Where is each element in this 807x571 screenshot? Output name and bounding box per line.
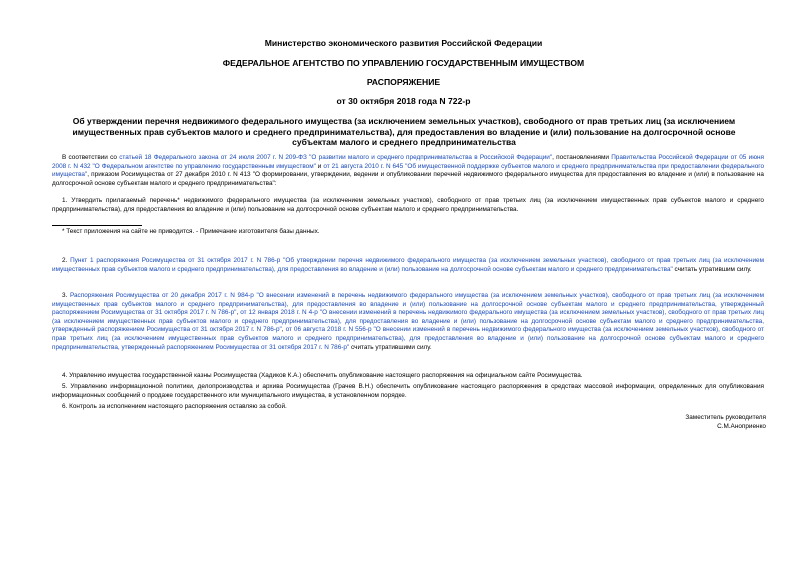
signer-name: С.М.Аноприенко [717,423,766,430]
footnote-text: * Текст приложения на сайте не приводится. - Примечание изготовителя базы данных. [62,228,320,235]
preamble-text-3: и [315,162,324,170]
item-3-sep-1: , [236,309,241,317]
order-786-clause-link[interactable]: Пункт 1 распоряжения Росимущества от 31 октября 2017 г. N 786-р "Об утверждении перечня недвижимого федерального имущества (за исключением земельных участков), свободного от прав третьих лиц (за исключением имущественных прав субъектов малого и среднего предпринимательства), для предоставления во владение и (или) пользование на долгосрочной основе субъектам малого и среднего предпринимательства" [52,257,764,273]
preamble-text-2: , постановлениями [552,154,612,161]
document-date-number: от 30 октября 2018 года N 722-р [336,96,471,106]
preamble-text-4: , приказом Росимущества от 27 декабря 2010 г. N 413 "О формировании, утверждении, ведении и опубликовании перечней недвижимого федерального имущества для предоставления во владение и (или) в пользование на долгосрочной основе субъектам малого и среднего предпринимательства": [52,171,764,187]
order-4-link[interactable]: от 12 января 2018 г. N 4-р "О внесении изменений в перечень недвижимого федерального имущества (за исключением земельных участков), свободного от прав третьих лиц (за исключением имущественных прав субъектов малого и среднего предпринимательства), для предоставления во владение и (или) пользование на долгосрочной основе субъектам малого и среднего предпринимательства, утвержденный распоряжением Росимущества от 31 октября 2017 г. N 786-р" [52,309,764,334]
document-title: Об утверждении перечня недвижимого федерального имущества (за исключением земельных участков), свободного от прав третьих лиц (за исключением имущественных прав субъектов малого и среднего предпринимательства), для предоставления во владение и (или) пользование на долгосрочной основе субъектам малого и среднего предпринимательства [72,116,736,147]
item-6-paragraph: 6. Контроль за исполнением настоящего распоряжения оставляю за собой. [62,403,287,410]
item-5-paragraph: 5. Управлению информационной политики, делопроизводства и архива Росимущества (Грачев В.Н.) обеспечить опубликование настоящего распоряжения в средствах массовой информации, определенных для опубликования информационных сообщений о продаже государственного или муниципального имущества, в установленном порядке. [52,383,764,399]
signer-position: Заместитель руководителя [685,414,766,421]
preamble-paragraph [52,154,764,188]
item-3-tail: считать утратившими силу. [349,343,432,351]
document-type: РАСПОРЯЖЕНИЕ [366,77,441,87]
item-3-number: 3. [62,292,70,299]
decree-645-link[interactable]: от 21 августа 2010 г. N 645 "Об имущественной поддержке субъектов малого и среднего предпринимательства при предоставлении федерального имущества" [52,162,764,179]
item-1-paragraph: 1. Утвердить прилагаемый перечень* недвижимого федерального имущества (за исключением земельных участков), свободного от прав третьих лиц (за исключением имущественных прав субъектов малого и среднего предпринимательства), для предоставления во владение и (или) пользование на долгосрочной основе субъектам малого и среднего предпринимательства. [52,197,764,213]
preamble-text-1: В соответствии со [62,154,120,161]
item-4-paragraph: 4. Управлению имущества государственной казны Росимущества (Хадиков К.А.) обеспечить опубликование настоящего распоряжения на официальном сайте Росимущества. [62,372,583,379]
agency-name: ФЕДЕРАЛЬНОЕ АГЕНТСТВО ПО УПРАВЛЕНИЮ ГОСУДАРСТВЕННЫМ ИМУЩЕСТВОМ [222,58,585,68]
footnote-divider [52,225,142,226]
decree-432-link[interactable]: Правительства Российской Федерации от 05 июня 2008 г. N 432 "О Федеральном агентстве по управлению государственным имуществом" [52,154,764,170]
item-2-number: 2. [62,257,71,264]
order-556-link[interactable]: от 06 августа 2018 г. N 556-р "О внесении изменений в перечень недвижимого федерального имущества (за исключением земельных участков), свободного от прав третьих лиц (за исключением имущественных прав субъектов малого и среднего предпринимательства), для предоставления во владение и (или) пользование на долгосрочной основе субъектам малого и среднего предпринимательства, утвержденный распоряжением Росимущества от 31 октября 2017 г. N 786-р" [52,326,764,351]
item-3-paragraph [52,292,764,352]
item-2-paragraph [52,257,764,274]
item-3-sep-2: , [281,326,286,334]
order-984-link[interactable]: Распоряжения Росимущества от 20 декабря 2017 г. N 984-р "О внесении изменений в перечень недвижимого федерального имущества (за исключением земельных участков), свободного от прав третьих лиц (за исключением имущественных прав субъектов малого и среднего предпринимательства), для предоставления во владение и (или) пользование на долгосрочной основе субъектам малого и среднего предпринимательства, утвержденный распоряжением Росимущества от 31 октября 2017 г. N 786-р" [52,292,765,317]
item-2-tail: считать утратившим силу. [672,265,752,273]
law-209-link[interactable]: статьей 18 Федерального закона от 24 июля 2007 г. N 209-ФЗ "О развитии малого и среднего предпринимательства в Российской Федерации" [119,154,553,161]
ministry-name: Министерство экономического развития Российской Федерации [264,38,543,48]
